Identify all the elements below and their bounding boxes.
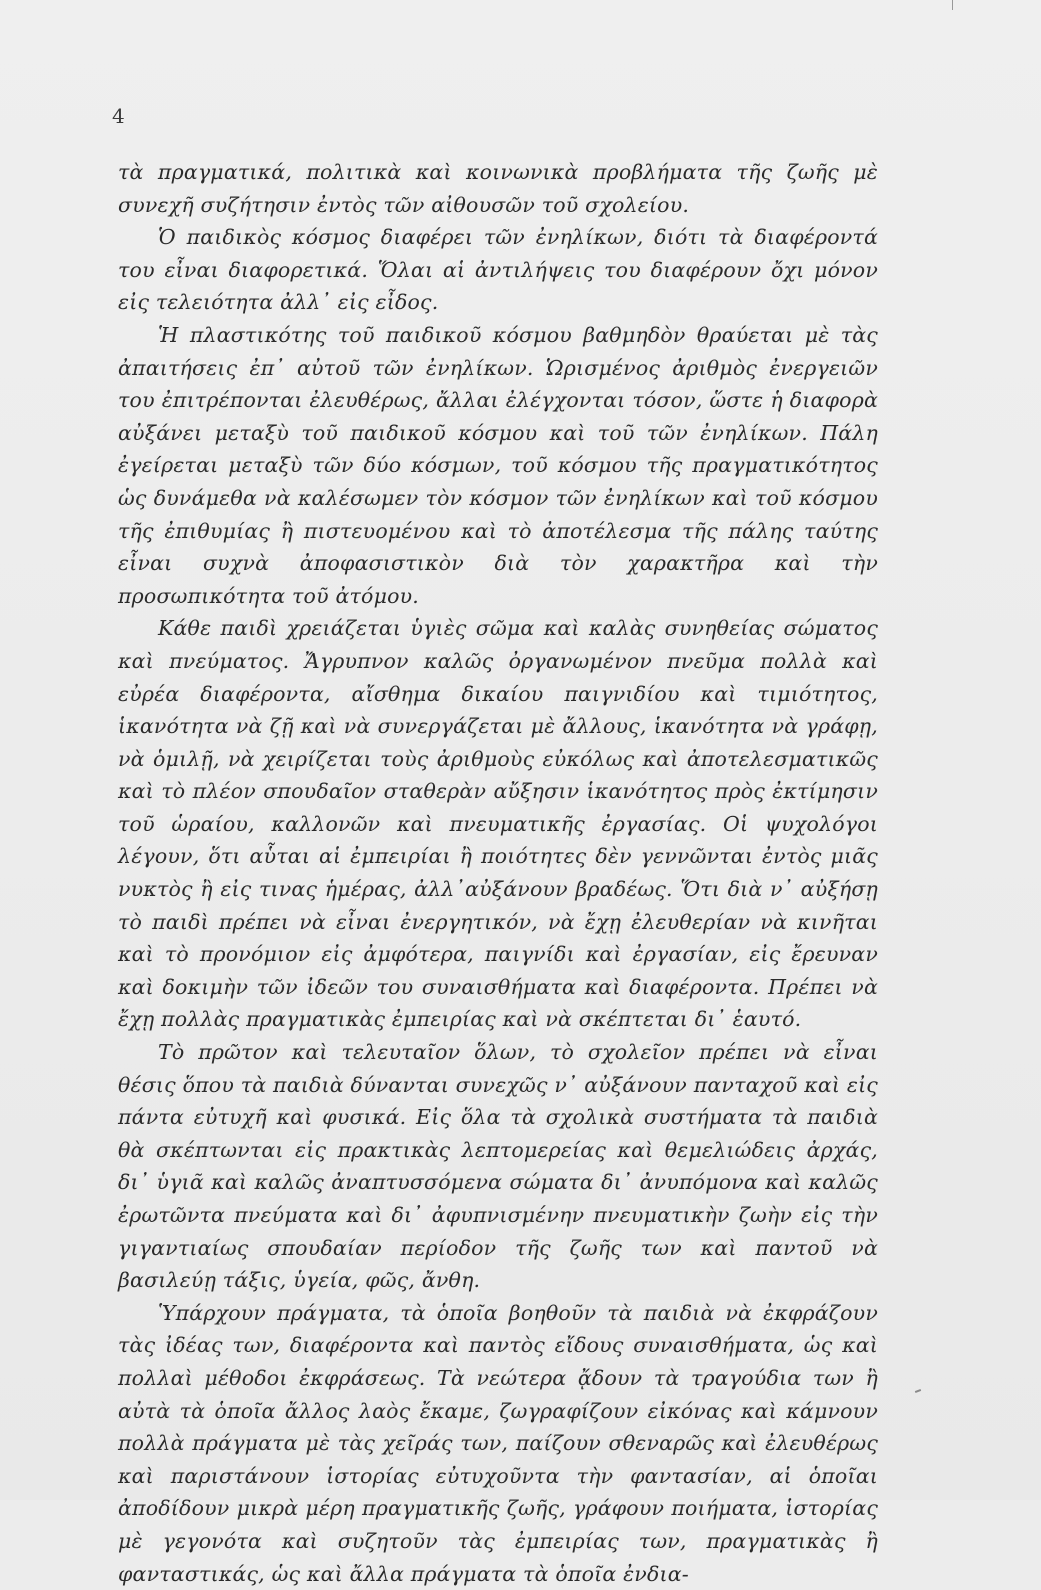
paragraph: Τὸ πρῶτον καὶ τελευταῖον ὅλων, τὸ σχολεῖον πρέπει νὰ εἶναι θέσις ὅπου τὰ παιδιὰ δύνανται συνεχῶς ν᾽ αὐξάνουν πανταχοῦ καὶ εἰς πάντα εὐτυχῆ καὶ φυσικά. Εἰς ὅλα τὰ σχολικὰ συστήματα τὰ παιδιὰ θὰ σκέπτωνται εἰς πρακτικὰς λεπτομερείας καὶ θεμελιώδεις ἀρχάς, δι᾽ ὑγιᾶ καὶ καλῶς ἀναπτυσσόμενα σώματα δι᾽ ἀνυπόμονα καὶ καλῶς ἐρωτῶντα πνεύματα καὶ δι᾽ ἀφυπνισμένην πνευματικὴν ζωὴν εἰς τὴν γιγαντιαίως σπουδαίαν περίοδον τῆς ζωῆς των καὶ παντοῦ νὰ βασιλεύῃ τάξις, ὑγεία, φῶς, ἄνθη. xyxy=(118,1040,878,1293)
paragraph: Ὑπάρχουν πράγματα, τὰ ὁποῖα βοηθοῦν τὰ παιδιὰ νὰ ἐκφράζουν τὰς ἰδέας των, διαφέροντα καὶ παντὸς εἴδους συναισθήματα, ὡς καὶ πολλαὶ μέθοδοι ἐκφράσεως. Τὰ νεώτερα ᾄδουν τὰ τραγούδια των ἢ αὐτὰ τὰ ὁποῖα ἄλλος λαὸς ἔκαμε, ζωγραφίζουν εἰκόνας καὶ κάμνουν πολλὰ πράγματα μὲ τὰς χεῖράς των, παίζουν σθεναρῶς καὶ ἐλευθέρως καὶ παριστάνουν ἱστορίας εὐτυχοῦντα τὴν φαντασίαν, αἱ ὁποῖαι ἀποδίδουν μικρὰ μέρη πραγματικῆς ζωῆς, γράφουν ποιήματα, ἱστορίας μὲ γεγονότα καὶ συζητοῦν τὰς ἐμπειρίας των, πραγματικὰς ἢ φανταστικάς, ὡς καὶ ἄλλα πράγματα τὰ ὁποῖα ἐνδια- xyxy=(118,1300,878,1586)
paragraph: Ἡ πλαστικότης τοῦ παιδικοῦ κόσμου βαθμηδὸν θραύεται μὲ τὰς ἀπαιτήσεις ἐπ᾽ αὐτοῦ τῶν ἐνηλίκων. Ὡρισμένος ἀριθμὸς ἐνεργειῶν του ἐπιτρέπονται ἐλευθέρως, ἄλλαι ἐλέγχονται τόσον, ὥστε ἡ διαφορὰ αὐξάνει μεταξὺ τοῦ παιδικοῦ κόσμου καὶ τοῦ τῶν ἐνηλίκων. Πάλη ἐγείρεται μεταξὺ τῶν δύο κόσμων, τοῦ κόσμου τῆς πραγματικότητος ὡς δυνάμεθα νὰ καλέσωμεν τὸν κόσμον τῶν ἐνηλίκων καὶ τοῦ κόσμου τῆς ἐπιθυμίας ἢ πιστευομένου καὶ τὸ ἀποτέλεσμα τῆς πάλης ταύτης εἶναι συχνὰ ἀποφασιστικὸν διὰ τὸν χαρακτῆρα καὶ τὴν προσωπικότητα τοῦ ἀτόμου. xyxy=(118,322,878,608)
paragraph: τὰ πραγματικά, πολιτικὰ καὶ κοινωνικὰ προβλήματα τῆς ζωῆς μὲ συνεχῆ συζήτησιν ἐντὸς τῶν αἰθουσῶν τοῦ σχολείου. xyxy=(118,160,878,217)
page-number: 4 xyxy=(112,104,125,128)
paragraph: Κάθε παιδὶ χρειάζεται ὑγιὲς σῶμα καὶ καλὰς συνηθείας σώματος καὶ πνεύματος. Ἄγρυπνον καλῶς ὀργανωμένον πνεῦμα πολλὰ καὶ εὐρέα διαφέροντα, αἴσθημα δικαίου παιγνιδίου καὶ τιμιότητος, ἱκανότητα νὰ ζῇ καὶ νὰ συνεργάζεται μὲ ἄλλους, ἱκανότητα νὰ γράφῃ, νὰ ὁμιλῇ, νὰ χειρίζεται τοὺς ἀριθμοὺς εὐκόλως καὶ ἀποτελεσματικῶς καὶ τὸ πλέον σπουδαῖον σταθερὰν αὔξησιν ἱκανότητος πρὸς ἐκτίμησιν τοῦ ὡραίου, καλλονῶν καὶ πνευματικῆς ἐργασίας. Οἱ ψυχολόγοι λέγουν, ὅτι αὗται αἱ ἐμπειρίαι ἢ ποιότητες δὲν γεννῶνται ἐντὸς μιᾶς νυκτὸς ἢ εἰς τινας ἡμέρας, ἀλλ᾽αὐξάνουν βραδέως. Ὅτι διὰ ν᾽ αὐξήσῃ τὸ παιδὶ πρέπει νὰ εἶναι ἐνεργητικόν, νὰ ἔχῃ ἐλευθερίαν νὰ κινῆται καὶ τὸ προνόμιον εἰς ἀμφότερα, παιγνίδι καὶ ἐργασίαν, εἰς ἔρευναν καὶ δοκιμὴν τῶν ἰδεῶν του συναισθήματα καὶ διαφέροντα. Πρέπει νὰ ἔχῃ πολλὰς πραγματικὰς ἐμπειρίας καὶ νὰ σκέπτεται δι᾽ ἑαυτό. xyxy=(118,616,878,1032)
ink-speck xyxy=(915,1389,921,1393)
scan-mark xyxy=(952,0,953,10)
body-text xyxy=(118,156,878,1590)
paragraph: Ὁ παιδικὸς κόσμος διαφέρει τῶν ἐνηλίκων, διότι τὰ διαφέροντά του εἶναι διαφορετικά. Ὅλαι αἱ ἀντιλήψεις του διαφέρουν ὄχι μόνον εἰς τελειότητα ἀλλ᾽ εἰς εἶδος. xyxy=(118,225,878,315)
